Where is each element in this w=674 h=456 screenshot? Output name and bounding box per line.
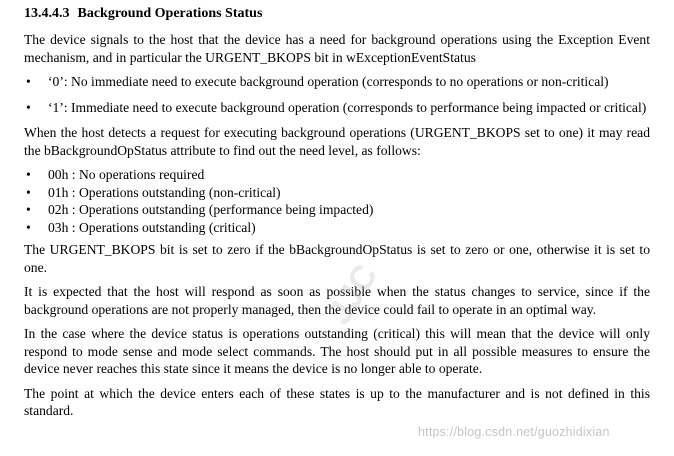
- status-level-list: [24, 166, 650, 236]
- list-item: [24, 99, 650, 117]
- list-item-text: 01h : Operations outstanding (non-critical): [48, 184, 281, 200]
- bullet-icon: •: [26, 99, 31, 115]
- manufacturer-paragraph: The point at which the device enters each of these states is up to the manufacturer and is not defined in this standard.: [24, 385, 650, 418]
- url-watermark: https://blog.csdn.net/guozhidixian: [418, 425, 610, 439]
- list-item: [24, 184, 650, 202]
- section-heading: [24, 5, 650, 23]
- list-item: [24, 201, 650, 219]
- bullet-icon: •: [26, 74, 31, 89]
- expected-paragraph: It is expected that the host will respond as soon as possible when the status changes to service, since if the background operations are not properly managed, then the device could fail to operate in an optimal way.: [24, 284, 650, 317]
- list-item-text: 00h : No operations required: [48, 167, 205, 182]
- list-item-text: 03h : Operations outstanding (critical): [48, 219, 256, 235]
- critical-paragraph: In the case where the device status is operations outstanding (critical) this will mean that the device will only respond to mode sense and mode select commands. The host should put in all possible measures to ensure the device never reaches this state since it means the device is no longer able to operate.: [24, 326, 650, 376]
- list-item: [24, 73, 650, 91]
- stamp-watermark: JJC: [319, 257, 386, 331]
- section-number: 13.4.4.3: [24, 6, 70, 21]
- list-item-text: ‘1’: Immediate need to execute background operation (corresponds to performance being impacted or critical): [48, 99, 647, 115]
- urgent-bkops-list: [24, 73, 650, 116]
- list-item-text: ‘0’: No immediate need to execute background operation (corresponds to no operations or non-critical): [48, 74, 609, 89]
- bullet-icon: •: [26, 219, 31, 235]
- list-item: [24, 166, 650, 184]
- intro-paragraph: The device signals to the host that the device has a need for background operations using the Exception Event mechanism, and in particular the URGENT_BKOPS bit in wExceptionEventStatus: [24, 32, 650, 65]
- bullet-icon: •: [26, 202, 31, 217]
- list-item-text: 02h : Operations outstanding (performance being impacted): [48, 202, 374, 217]
- bullet-icon: •: [26, 184, 31, 200]
- bullet-icon: •: [26, 167, 31, 182]
- detect-paragraph: When the host detects a request for executing background operations (URGENT_BKOPS set to one) it may read the bBackgroundOpStatus attribute to find out the need level, as follows:: [24, 125, 650, 158]
- list-item: [24, 219, 650, 237]
- section-title: Background Operations Status: [77, 6, 263, 21]
- document-page: [24, 5, 650, 427]
- reset-paragraph: The URGENT_BKOPS bit is set to zero if the bBackgroundOpStatus is set to zero or one, otherwise it is set to one.: [24, 242, 650, 275]
